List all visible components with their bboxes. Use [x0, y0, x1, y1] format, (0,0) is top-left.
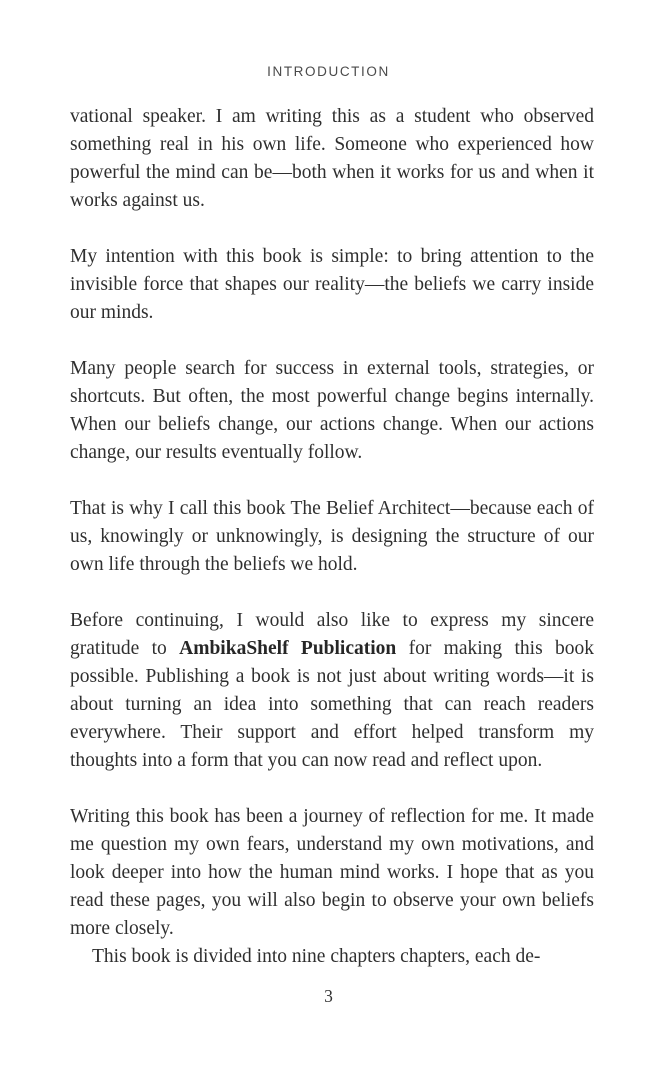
text-run: That is why I call this book The Belief Architect—because each of us, knowingly or unknowingly, is designing the structure of our own life through the beliefs we hold. [70, 498, 594, 575]
text-run: My intention with this book is simple: to bring attention to the invisible force that shapes our reality—the beliefs we carry inside our minds. [70, 246, 594, 323]
bold-text-run: AmbikaShelf Publication [179, 638, 397, 659]
text-run: This book is divided into nine chapters chapters, each de- [92, 946, 541, 967]
paragraph [70, 103, 594, 215]
text-run: Writing this book has been a journey of reflection for me. It made me question my own fears, understand my own motivations, and look deeper into how the human mind works. I hope that as you read these pages, you will also begin to observe your own beliefs more closely. [70, 806, 594, 939]
paragraph [70, 243, 594, 327]
paragraph [70, 495, 594, 579]
paragraph [70, 355, 594, 467]
text-run: Many people search for success in external tools, strategies, or shortcuts. But often, the most powerful change begins internally. When our beliefs change, our actions change. When our actions change, our results eventually follow. [70, 358, 594, 463]
text-run: Before continuing, I would also like to express my sincere gratitude to [70, 610, 594, 659]
text-run: vational speaker. I am writing this as a student who observed something real in his own life. Someone who experienced how powerful the mind can be—both when it works for us and when it works against us. [70, 106, 594, 211]
paragraph [70, 607, 594, 775]
paragraph [70, 943, 594, 971]
page-number: 3 [324, 986, 333, 1006]
body-text [70, 103, 594, 971]
text-run: for making this book possible. Publishing a book is not just about writing words—it is about turning an idea into something that can reach readers everywhere. Their support and effort helped transform my thoughts into a form that you can now read and reflect upon. [70, 638, 594, 771]
running-header: INTRODUCTION [267, 64, 390, 79]
paragraph [70, 803, 594, 943]
